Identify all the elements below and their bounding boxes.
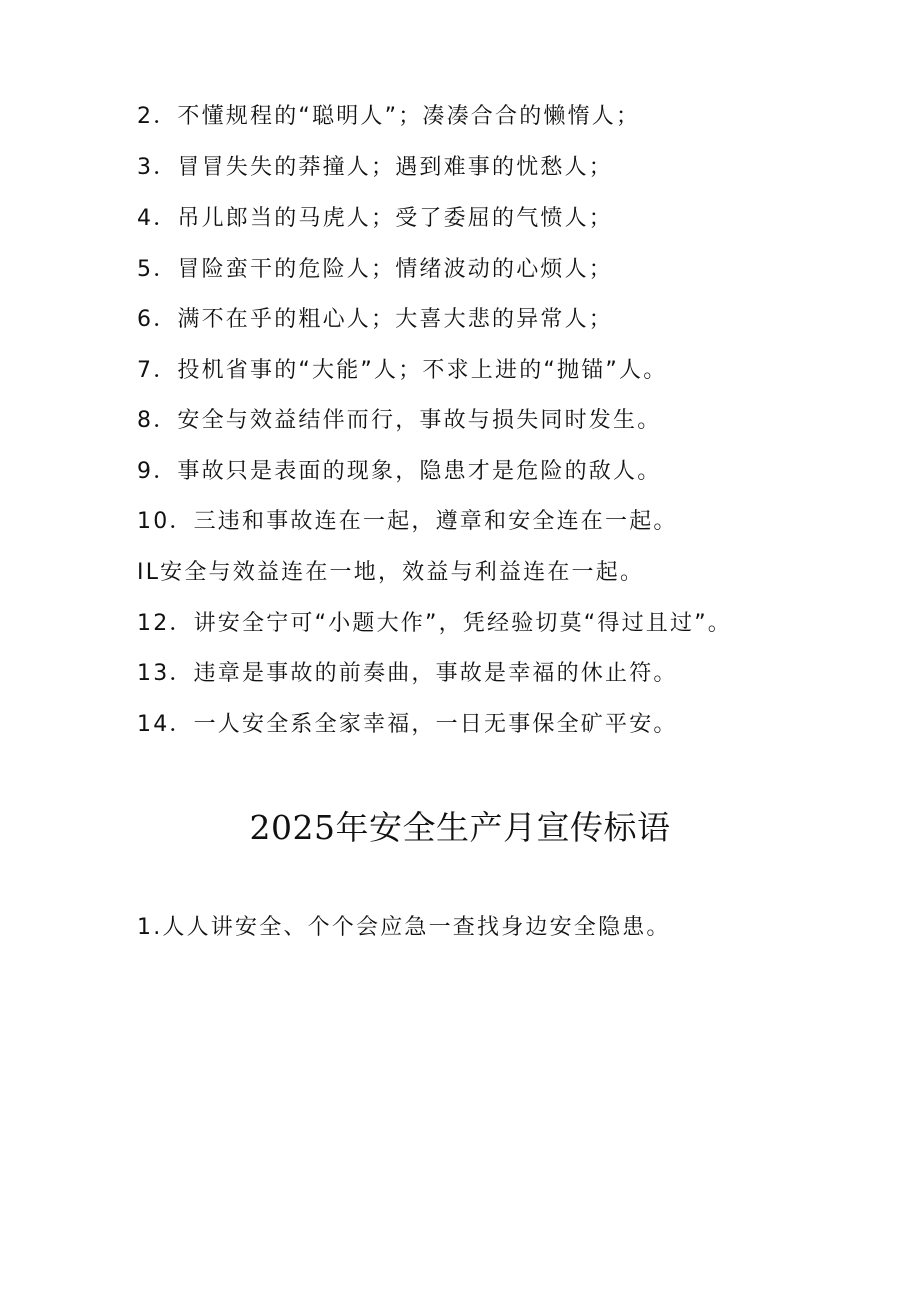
slogan-line-14: 14．一人安全系全家幸福，一日无事保全矿平安。 [137,712,678,737]
slogan-line-8: 8．安全与效益结伴而行，事故与损失同时发生。 [137,408,662,433]
slogan-line-6: 6．满不在乎的粗心人；大喜大悲的异常人； [137,307,613,332]
slogan-line-2: 2．不懂规程的“聪明人”；凑凑合合的懒惰人； [137,104,641,129]
slogan-line-9: 9．事故只是表面的现象，隐患才是危险的敌人。 [137,459,662,484]
slogan-line-3: 3．冒冒失失的莽撞人；遇到难事的忧愁人； [137,155,613,180]
slogan-line-7: 7．投机省事的“大能”人；不求上进的“抛锚”人。 [137,358,668,383]
slogan-line-5: 5．冒险蛮干的危险人；情绪波动的心烦人； [137,257,613,282]
section-item-1: 1.人人讲安全、个个会应急一查找身边安全隐患。 [137,915,671,940]
slogan-line-11: IL安全与效益连在一地，效益与利益连在一起。 [137,560,645,585]
slogan-line-10: 10．三违和事故连在一起，遵章和安全连在一起。 [137,509,678,534]
slogan-line-12: 12．讲安全宁可“小题大作”，凭经验切莫“得过且过”。 [137,611,732,636]
section-heading: 2025年安全生产月宣传标语 [249,808,671,847]
slogan-line-13: 13．违章是事故的前奏曲，事故是幸福的休止符。 [137,661,678,686]
slogan-line-4: 4．吊儿郎当的马虎人；受了委屈的气愤人； [137,206,613,231]
